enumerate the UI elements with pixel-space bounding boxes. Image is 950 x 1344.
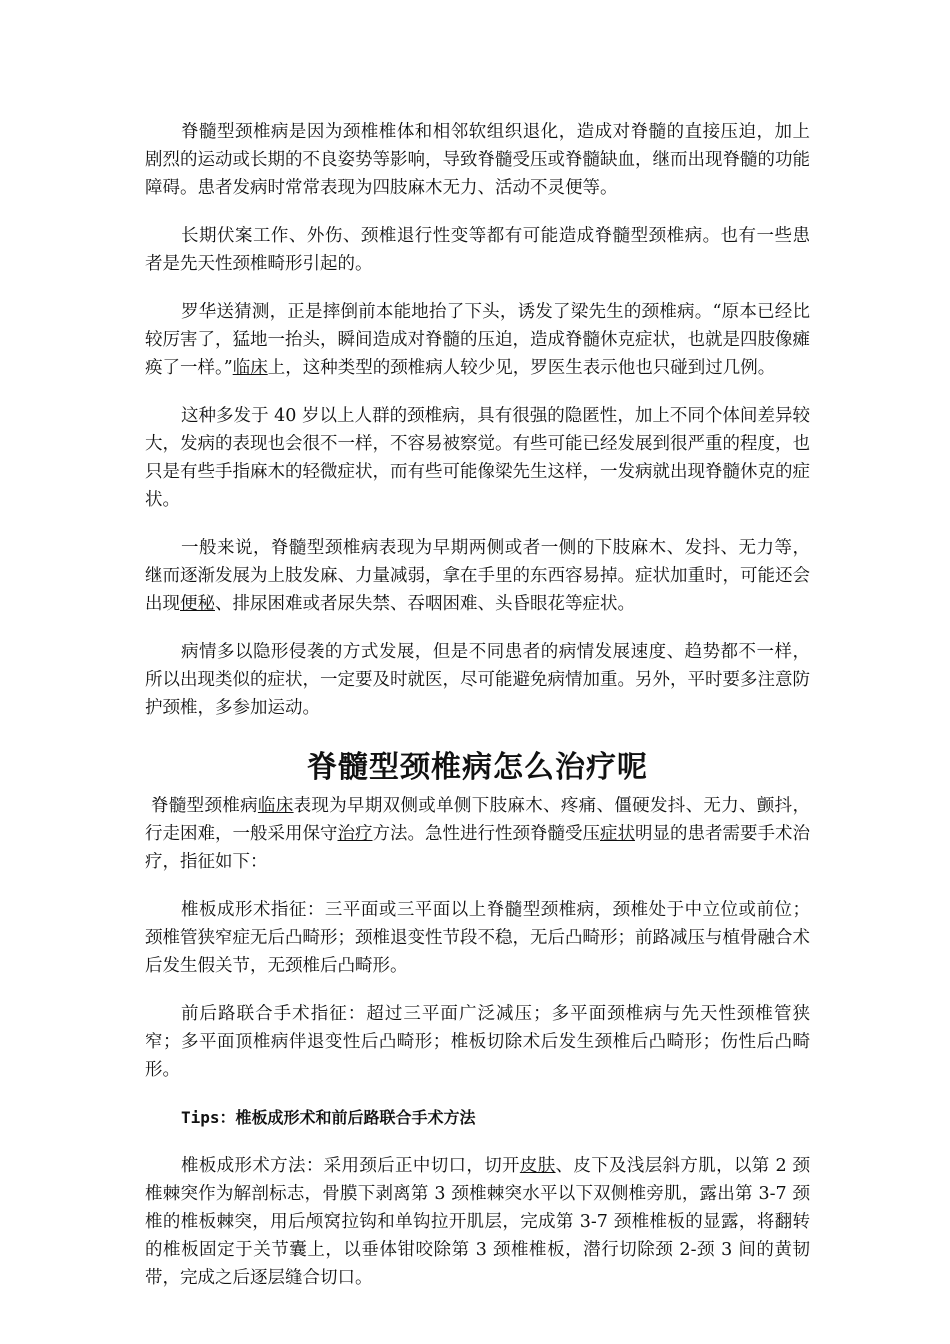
paragraph-5-text-a: 一般来说，脊髓型颈椎病表现为早期两侧或者一侧的下肢麻木、发抖、无力等，继而逐渐发展为上肢发麻、力量减弱，拿在手里的东西容易掉。症状加重时，可能还会出现 (145, 538, 810, 614)
paragraph-10 (145, 1152, 810, 1292)
link-clinical-2[interactable]: 临床 (257, 796, 294, 816)
paragraph-4: 这种多发于 40 岁以上人群的颈椎病，具有很强的隐匿性，加上不同个体间差异较大，发病的表现也会很不一样，不容易被察觉。有些可能已经发展到很严重的程度，也只是有些手指麻木的轻微症状，而有些可能像梁先生这样，一发病就出现脊髓休克的症状。 (145, 406, 810, 510)
paragraph-1: 脊髓型颈椎病是因为颈椎椎体和相邻软组织退化，造成对脊髓的直接压迫，加上剧烈的运动或长期的不良姿势等影响，导致脊髓受压或脊髓缺血，继而出现脊髓的功能障碍。患者发病时常常表现为四肢麻木无力、活动不灵便等。 (145, 122, 810, 198)
link-treatment[interactable]: 治疗 (337, 824, 373, 844)
paragraph-9: 前后路联合手术指征：超过三平面广泛减压；多平面颈椎病与先天性颈椎管狭窄；多平面顶椎病伴退变性后凸畸形；椎板切除术后发生颈椎后凸畸形；伤性后凸畸形。 (145, 1004, 810, 1080)
paragraph-2: 长期伏案工作、外伤、颈椎退行性变等都有可能造成脊髓型颈椎病。也有一些患者是先天性颈椎畸形引起的。 (145, 226, 810, 274)
document-page (145, 118, 810, 1312)
paragraph-7-text-c: 方法。急性进行性颈脊髓受压 (372, 824, 600, 844)
paragraph-7-text-b: 表现为早期双侧或单侧下肢麻木、疼痛、僵硬发抖、无力、颤抖，行走困难，一般采用保守 (145, 796, 811, 844)
paragraph-3 (145, 298, 810, 382)
paragraph-10-text-a: 椎板成形术方法：采用颈后正中切口，切开 (181, 1156, 520, 1176)
link-constipation[interactable]: 便秘 (180, 594, 215, 614)
paragraph-6: 病情多以隐形侵袭的方式发展，但是不同患者的病情发展速度、趋势都不一样，所以出现类似的症状，一定要及时就医，尽可能避免病情加重。另外，平时要多注意防护颈椎，多参加运动。 (145, 642, 810, 718)
paragraph-5 (145, 534, 810, 618)
tips-heading: Tips：椎板成形术和前后路联合手术方法 (181, 1108, 476, 1127)
paragraph-7 (145, 792, 810, 876)
link-clinical[interactable]: 临床 (232, 358, 268, 378)
paragraph-3-text-a: 罗华送猜测，正是摔倒前本能地抬了下头，诱发了梁先生的颈椎病。“原本已经比较厉害了，猛地一抬头，瞬间造成对脊髓的压迫，造成脊髓休克症状，也就是四肢像瘫痪了一样。” (145, 302, 810, 378)
section-heading: 脊髓型颈椎病怎么治疗呢 (307, 750, 648, 785)
paragraph-8: 椎板成形术指征：三平面或三平面以上脊髓型颈椎病，颈椎处于中立位或前位；颈椎管狭窄症无后凸畸形；颈椎退变性节段不稳，无后凸畸形；前路减压与植骨融合术后发生假关节，无颈椎后凸畸形。 (145, 900, 810, 976)
paragraph-7-text-a: 脊髓型颈椎病 (151, 796, 258, 816)
link-skin[interactable]: 皮肤 (519, 1156, 556, 1176)
paragraph-3-text-b: 上，这种类型的颈椎病人较少见，罗医生表示他也只碰到过几例。 (267, 358, 776, 378)
paragraph-5-text-b: 、排尿困难或者尿失禁、吞咽困难、头昏眼花等症状。 (215, 594, 635, 614)
link-symptoms[interactable]: 症状 (600, 824, 635, 844)
paragraph-10-text-b: 、皮下及浅层斜方肌，以第 2 颈椎棘突作为解剖标志，骨膜下剥离第 3 颈椎棘突水平以下双侧椎旁肌，露出第 3-7 颈椎的椎板棘突，用后颅窝拉钩和单钩拉开肌层，完成第 3-7 颈椎椎板的显露，将翻转的椎板固定于关节囊上，以垂体钳咬除第 3 颈椎椎板，潜行切除颈 2-颈 3 间的黄韧带，完成之后逐层缝合切口。 (145, 1156, 810, 1288)
paragraph-7-text-d: 明显的患者需要手术治疗，指征如下： (145, 824, 810, 872)
